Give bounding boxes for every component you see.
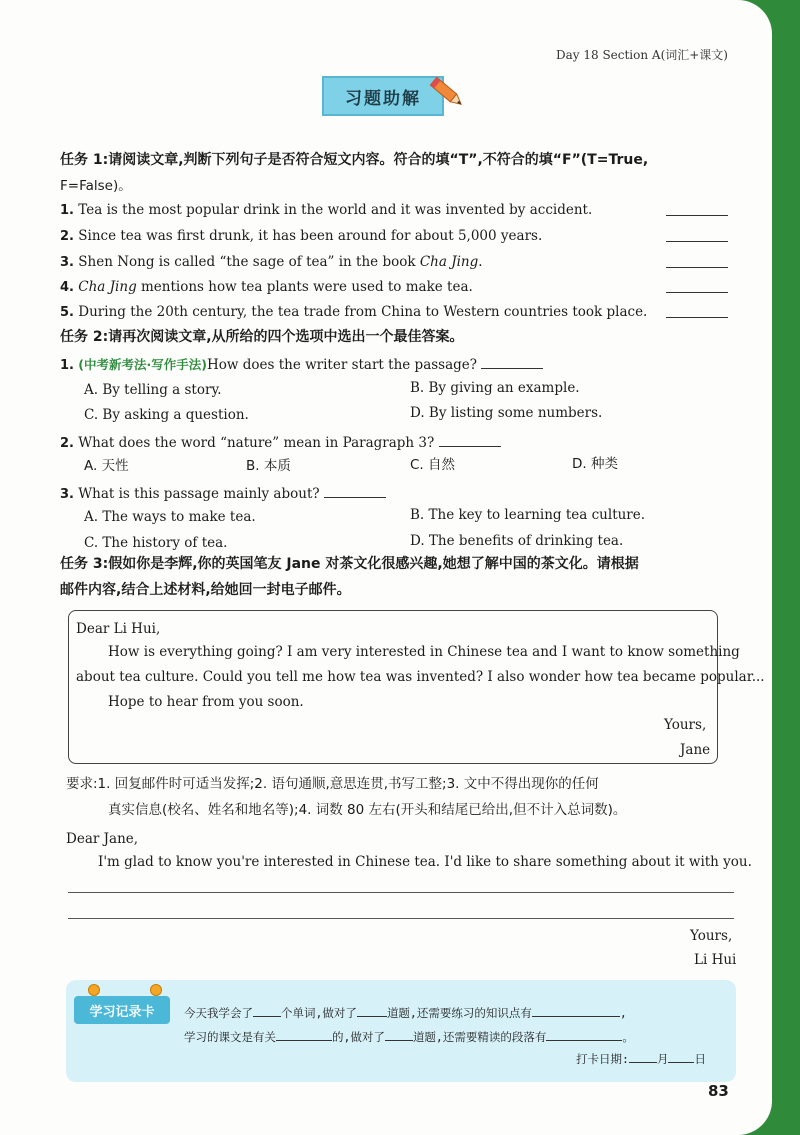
q3-option-a[interactable]: A. The ways to make tea. — [84, 509, 256, 525]
task1-item-2: 2. Since tea was first drunk, it has been around for about 5,000 years. — [60, 228, 543, 244]
record-date: 打卡日期: 月 日 — [576, 1048, 706, 1067]
record-line-2: 学习的课文是有关 的,做对了 道题,还需要精读的段落有 。 — [184, 1026, 634, 1045]
day-blank[interactable] — [668, 1048, 694, 1063]
task2-question-1: 1. (中考新考法·写作手法)How does the writer start the passage? — [60, 354, 543, 375]
record-line-1: 今天我学会了 个单词,做对了 道题,还需要练习的知识点有 , — [184, 1002, 627, 1021]
email-signature: Jane — [680, 742, 711, 758]
q1-option-a[interactable]: A. By telling a story. — [84, 382, 222, 398]
task1-item-4: 4. Cha Jing mentions how tea plants were used to make tea. — [60, 279, 473, 295]
q2-option-d[interactable]: D. 种类 — [572, 456, 618, 472]
lesson-correct-blank[interactable] — [385, 1026, 413, 1041]
pin-icon — [150, 984, 162, 996]
task3-instruction: 任务 3:假如你是李辉,你的英国笔友 Jane 对茶文化很感兴趣,她想了解中国的茶文化。请根据 — [60, 556, 639, 572]
reply-greeting: Dear Jane, — [66, 831, 139, 847]
q1-option-d[interactable]: D. By listing some numbers. — [410, 405, 603, 421]
q3-option-c[interactable]: C. The history of tea. — [84, 535, 228, 551]
answer-blank-4[interactable] — [666, 292, 728, 293]
task3-instruction-cont: 邮件内容,结合上述材料,给她回一封电子邮件。 — [60, 582, 351, 598]
email-box — [68, 610, 718, 764]
answer-blank-5[interactable] — [666, 317, 728, 318]
task1-item-5: 5. During the 20th century, the tea trade from China to Western countries took place. — [60, 304, 648, 320]
q2-option-a[interactable]: A. 天性 — [84, 458, 129, 474]
q3-option-b[interactable]: B. The key to learning tea culture. — [410, 507, 646, 523]
task1-instruction-cont: F=False)。 — [60, 178, 132, 194]
answer-blank-3[interactable] — [666, 267, 728, 268]
month-blank[interactable] — [629, 1048, 657, 1063]
email-line-2: about tea culture. Could you tell me how tea was invented? I also wonder how tea became popular... — [76, 669, 765, 685]
requirements-cont: 真实信息(校名、姓名和地名等);4. 词数 80 左右(开头和结尾已给出,但不计入总词数)。 — [108, 802, 627, 818]
q1-option-c[interactable]: C. By asking a question. — [84, 407, 249, 423]
pencil-icon — [428, 72, 468, 112]
task2-question-2: 2. What does the word “nature” mean in Paragraph 3? — [60, 432, 501, 453]
reply-closing: Yours, — [690, 928, 733, 944]
answer-blank-1[interactable] — [666, 215, 728, 216]
practice-points-blank[interactable] — [532, 1002, 620, 1017]
task1-instruction: 任务 1:请阅读文章,判断下列句子是否符合短文内容。符合的填“T”,不符合的填“F”(T=True, — [60, 152, 649, 168]
reply-first-line: I'm glad to know you're interested in Chinese tea. I'd like to share something about it with you. — [98, 854, 752, 870]
task2-question-3: 3. What is this passage mainly about? — [60, 483, 386, 504]
email-line-1: How is everything going? I am very interested in Chinese tea and I want to know something — [108, 644, 740, 660]
reply-signature: Li Hui — [694, 952, 737, 968]
q2-option-b[interactable]: B. 本质 — [246, 458, 291, 474]
section-title: 习题助解 — [322, 76, 444, 116]
writing-line-2[interactable] — [68, 918, 734, 919]
q3-option-d[interactable]: D. The benefits of drinking tea. — [410, 533, 624, 549]
lesson-topic-blank[interactable] — [276, 1026, 332, 1041]
page-header: Day 18 Section A(词汇+课文) — [555, 48, 728, 62]
paragraphs-blank[interactable] — [546, 1026, 622, 1041]
answer-blank-2[interactable] — [666, 241, 728, 242]
email-line-3: Hope to hear from you soon. — [108, 694, 304, 710]
writing-line-1[interactable] — [68, 892, 734, 893]
requirements: 要求:1. 回复邮件时可适当发挥;2. 语句通顺,意思连贯,书写工整;3. 文中不得出现你的任何 — [66, 776, 599, 792]
exam-tag: (中考新考法·写作手法) — [78, 357, 207, 372]
email-closing: Yours, — [664, 717, 707, 733]
q1-option-b[interactable]: B. By giving an example. — [410, 380, 580, 396]
words-learned-blank[interactable] — [253, 1002, 281, 1017]
record-tag: 学习记录卡 — [74, 996, 170, 1024]
q2-option-c[interactable]: C. 自然 — [410, 457, 456, 473]
pin-icon — [88, 984, 100, 996]
questions-correct-blank[interactable] — [357, 1002, 387, 1017]
page-number: 83 — [708, 1082, 729, 1100]
task2-instruction: 任务 2:请再次阅读文章,从所给的四个选项中选出一个最佳答案。 — [60, 329, 464, 345]
task1-item-3: 3. Shen Nong is called “the sage of tea” in the book Cha Jing. — [60, 254, 483, 270]
email-greeting: Dear Li Hui, — [76, 621, 161, 637]
task1-item-1: 1. Tea is the most popular drink in the world and it was invented by accident. — [60, 202, 593, 218]
